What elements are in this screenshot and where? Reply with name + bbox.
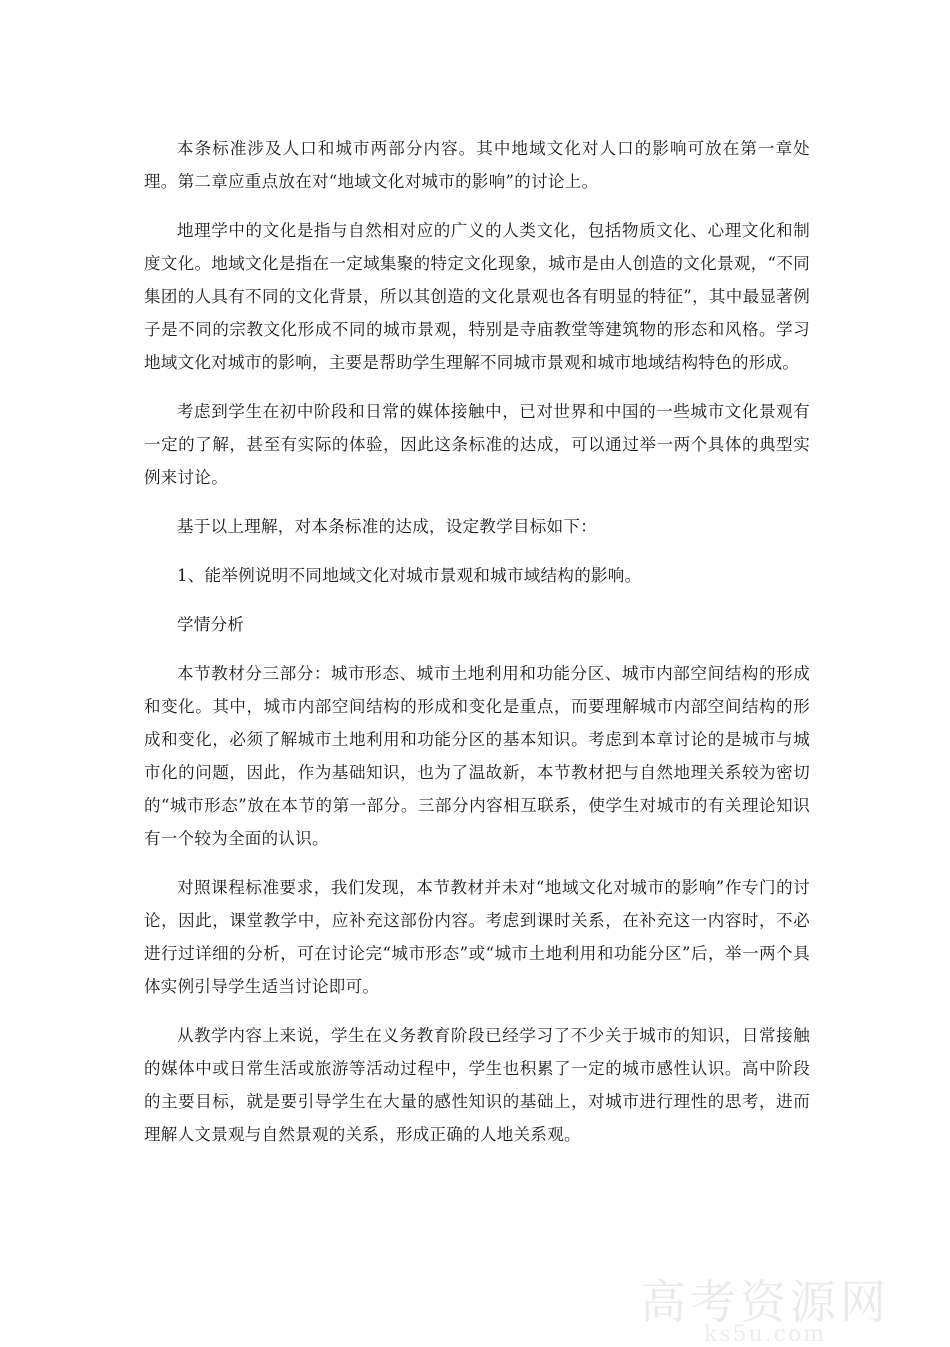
- paragraph-5: 1、能举例说明不同地域文化对城市景观和城市域结构的影响。: [177, 566, 642, 585]
- document-body: [144, 132, 810, 1167]
- paragraph-3: 考虑到学生在初中阶段和日常的媒体接触中，已对世界和中国的一些城市文化景观有一定的了解，甚至有实际的体验，因此这条标准的达成，可以通过举一两个具体的典型实例来讨论。: [144, 402, 810, 487]
- watermark: [640, 1275, 890, 1347]
- paragraph-8: 对照课程标准要求，我们发现，本节教材并未对“地域文化对城市的影响”作专门的讨论，因此，课堂教学中，应补充这部份内容。考虑到课时关系，在补充这一内容时，不必进行过详细的分析，可在讨论完“城市形态”或“城市土地利用和功能分区”后，举一两个具体实例引导学生适当讨论即可。: [144, 878, 810, 996]
- paragraph-7: 本节教材分三部分：城市形态、城市土地利用和功能分区、城市内部空间结构的形成和变化。其中，城市内部空间结构的形成和变化是重点，而要理解城市内部空间结构的形成和变化，必须了解城市土地利用和功能分区的基本知识。考虑到本章讨论的是城市与城市化的问题，因此，作为基础知识，也为了温故新，本节教材把与自然地理关系较为密切的“城市形态”放在本节的第一部分。三部分内容相互联系，使学生对城市的有关理论知识有一个较为全面的认识。: [144, 664, 810, 848]
- paragraph-2: 地理学中的文化是指与自然相对应的广义的人类文化，包括物质文化、心理文化和制度文化。地域文化是指在一定域集聚的特定文化现象，城市是由人创造的文化景观，“不同集团的人具有不同的文化背景，所以其创造的文化景观也各有明显的特征”，其中最显著例子是不同的宗教文化形成不同的城市景观，特别是寺庙教堂等建筑物的形态和风格。学习地域文化对城市的影响，主要是帮助学生理解不同城市景观和城市地域结构特色的形成。: [144, 221, 810, 372]
- section-heading-learning-analysis: 学情分析: [177, 615, 245, 634]
- watermark-url: ks5u.com: [703, 1322, 827, 1347]
- paragraph-4: 基于以上理解，对本条标准的达成，设定教学目标如下：: [177, 517, 597, 536]
- watermark-text: 高考资源网: [640, 1275, 890, 1329]
- paragraph-9: 从教学内容上来说，学生在义务教育阶段已经学习了不少关于城市的知识，日常接触的媒体中或日常生活或旅游等活动过程中，学生也积累了一定的城市感性认识。高中阶段的主要目标，就是要引导学生在大量的感性知识的基础上，对城市进行理性的思考，进而理解人文景观与自然景观的关系，形成正确的人地关系观。: [144, 1026, 810, 1144]
- paragraph-1: 本条标准涉及人口和城市两部分内容。其中地域文化对人口的影响可放在第一章处理。第二章应重点放在对“地域文化对城市的影响”的讨论上。: [144, 139, 810, 191]
